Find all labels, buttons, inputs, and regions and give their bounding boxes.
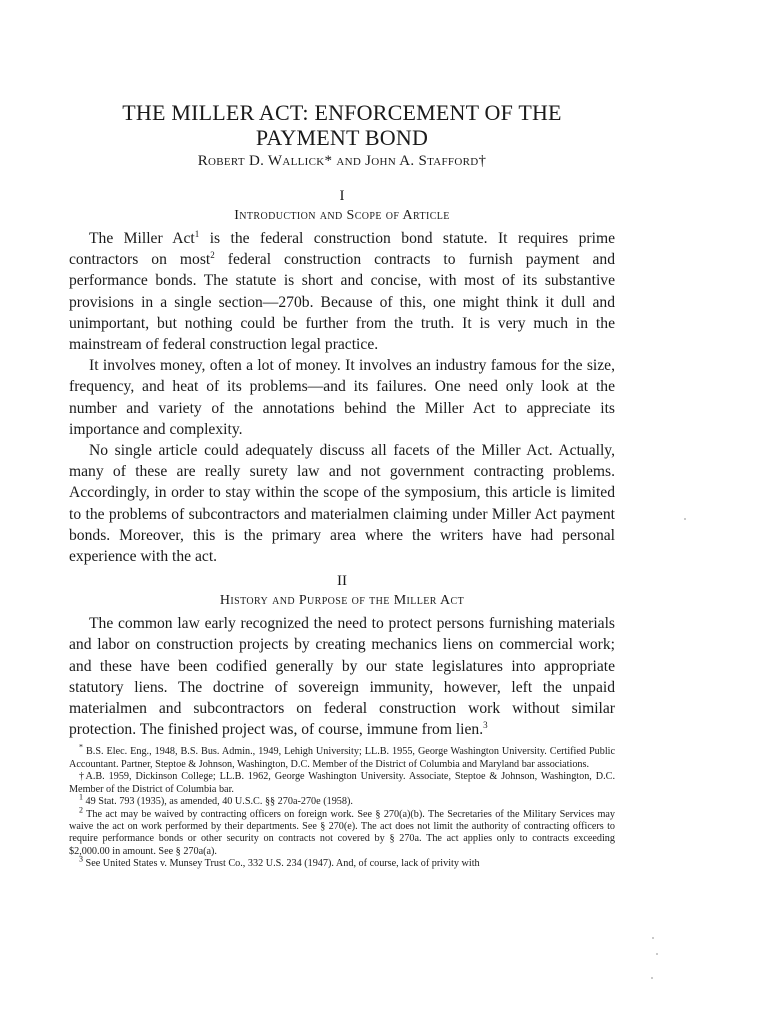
section-1-heading: Introduction and Scope of Article: [234, 208, 450, 223]
scan-speck: [651, 977, 653, 979]
footnote-3: $^3$ See United States v. Munsey Trust Co., 332 U.S. 234 (1947). And, of course, lack of privity with: [79, 854, 480, 870]
footnote-author-2: †A.B. 1959, Dickinson College; LL.B. 1962, George Washington University. Associate, Steptoe & Johnson, Washington, D.C. Member of the District of Columbia bar.: [69, 771, 616, 795]
scan-speck: [684, 518, 686, 520]
section-1-number: I: [339, 188, 345, 204]
section-1-paragraph-3: No single article could adequately discuss all facets of the Miller Act. Actually, many of these are really surety law and not government contracting problems. Accordingly, in order to stay within the scope of the symposium, this article is limited to the problems of subcontractors and materialmen claiming under Miller Act payment bonds. Moreover, this is the primary area where the writers have had personal experience with the act.: [69, 442, 615, 566]
section-1-paragraph-2: It involves money, often a lot of money. It involves an industry famous for the size, frequency, and heat of its problems—and its failures. One need only look at the number and variety of the annotations behind the Miller Act to appreciate its importance and complexity.: [69, 357, 615, 438]
scan-speck: [656, 953, 658, 955]
footnote-2: $^2$ The act may be waived by contracting officers on foreign work. See § 270(a)(b). The Secretaries of the Military Services may waive the act on work performed by their departments. See § 270(e). The act does not limit the authority of contracting officers to require performance bonds or other security on contracts not covered by § 270a. The act applies only to contracts exceeding $2,000.00 in amount. See § 270a(a).: [69, 805, 615, 857]
title-line-2: PAYMENT BOND: [255, 125, 429, 150]
section-2-heading: History and Purpose of the Miller Act: [219, 593, 465, 609]
author-byline: Robert D. Wallick* and John A. Stafford†: [197, 153, 487, 169]
footnote-ref-3[interactable]: 3: [483, 720, 488, 731]
footnote-mark: *: [79, 743, 83, 753]
section-1-paragraph-1: The Miller Act$^1$ is the federal construction bond statute. It requires prime contractors on most$^2$ federal construction contracts to furnish payment and performance bonds. The statute is short and concise, with most of its substantive provisions in a single section—270b. Because of this, one might think it dull and unimportant, but nothing could be further from the truth. It is very much in the mainstream of federal construction legal practice.: [69, 228, 615, 354]
title-line-1: THE MILLER ACT: ENFORCEMENT OF THE: [122, 100, 562, 125]
scan-speck: [652, 937, 654, 939]
section-2-paragraph-1: The common law early recognized the need to protect persons furnishing materials and labor on construction projects by creating mechanics liens on commercial work; and these have been codified generally by our state legislatures into appropriate statutory liens. The doctrine of sovereign immunity, however, left the unpaid materialmen and subcontractors on federal construction work without similar protection. The finished project was, of course, immune from lien.$^3$: [69, 615, 615, 739]
section-2-number: II: [337, 573, 347, 590]
footnote-ref-1[interactable]: 1: [194, 228, 200, 239]
footnotes: [69, 743, 616, 870]
footnote-mark: 3: [79, 854, 83, 864]
footnote-mark: †: [79, 771, 86, 783]
article-page: [69, 100, 615, 871]
article-title: [69, 100, 615, 150]
footnote-mark: 2: [79, 805, 83, 815]
footnote-1: $^1$ 49 Stat. 793 (1935), as amended, 40 U.S.C. §§ 270a-270e (1958).: [79, 792, 353, 808]
footnote-mark: 1: [79, 792, 83, 802]
footnote-author-1: * B.S. Elec. Eng., 1948, B.S. Bus. Admin., 1949, Lehigh University; LL.B. 1955, George Washington University. Certified Public Accountant. Partner, Steptoe & Johnson, Washington, D.C. Member of the District of Columbia and Maryland bar associations.: [69, 743, 616, 770]
footnote-ref-2[interactable]: 2: [210, 250, 215, 261]
